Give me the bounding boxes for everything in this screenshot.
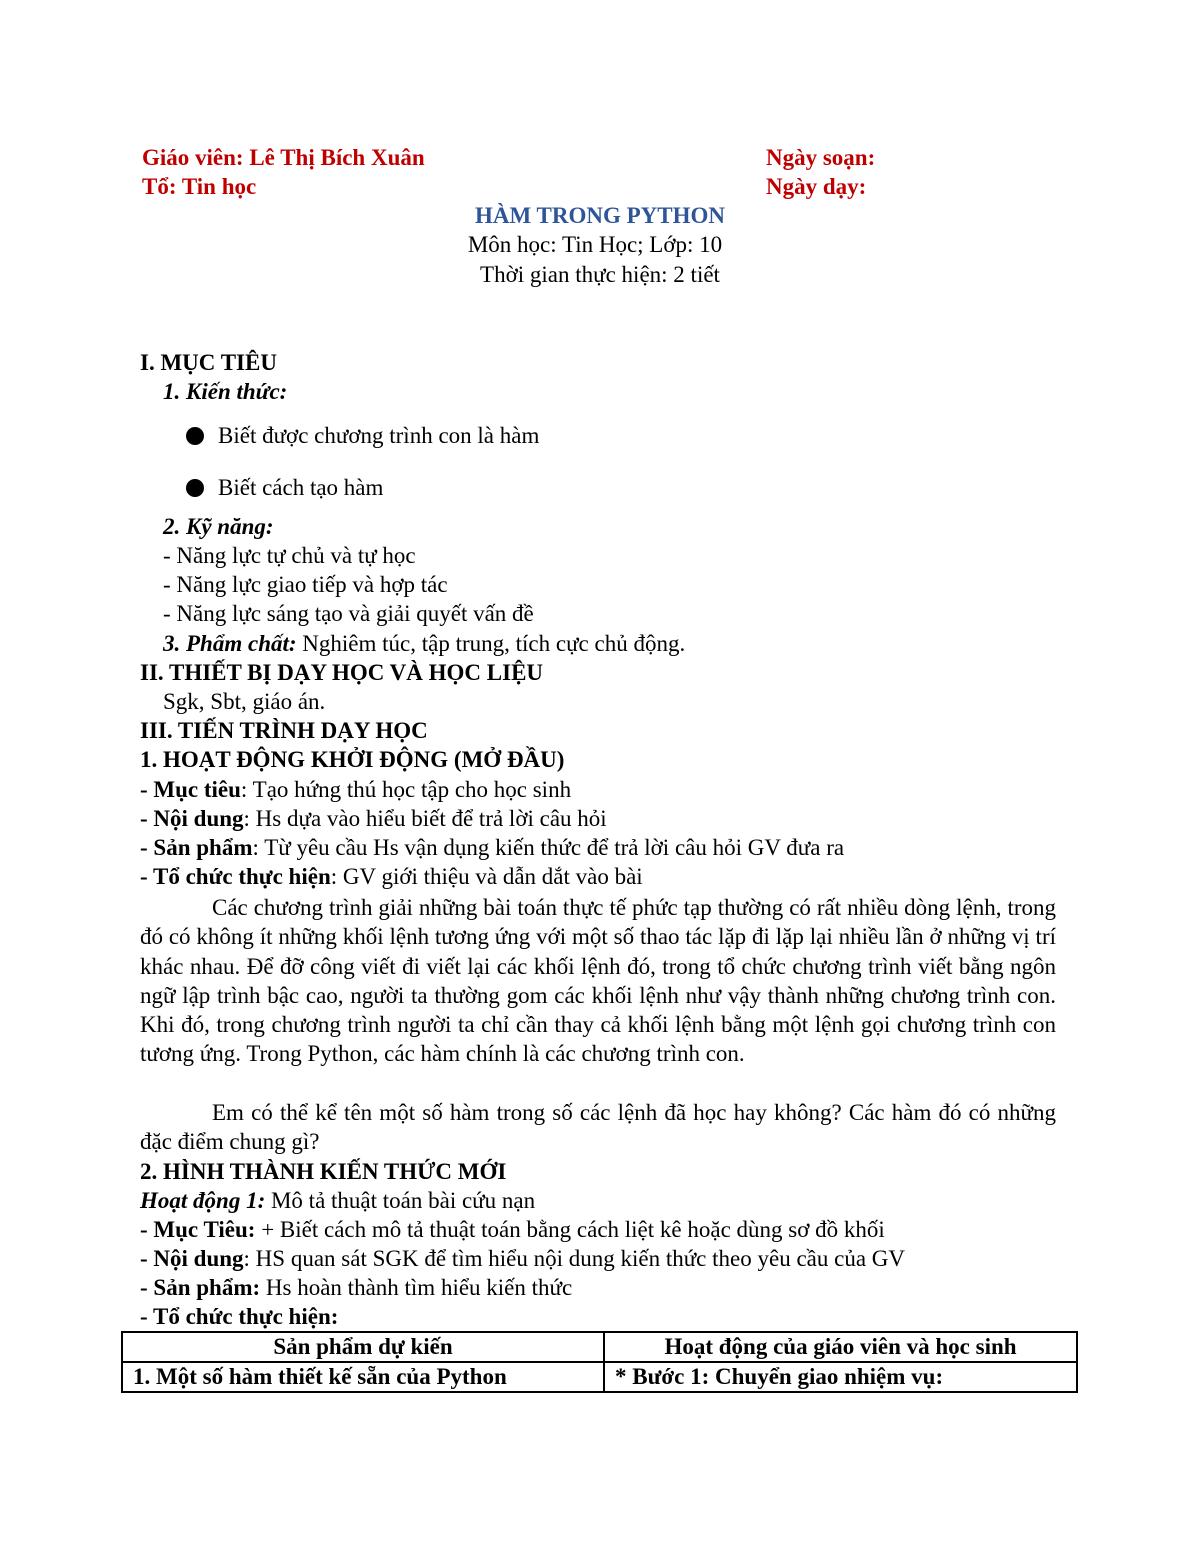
- activity-table: [121, 1331, 1078, 1393]
- table-cell: * Bước 1: Chuyển giao nhiệm vụ:: [604, 1362, 1077, 1392]
- question-paragraph: [140, 1098, 1056, 1157]
- lesson-subject: Môn học: Tin Học; Lớp: 10: [467, 232, 723, 257]
- activity1-content: - Nội dung: Hs dựa vào hiểu biết để trả lời câu hỏi: [140, 806, 607, 831]
- skill-item: - Năng lực tự chủ và tự học: [163, 543, 416, 568]
- skill-item: - Năng lực giao tiếp và hợp tác: [163, 572, 448, 597]
- table-header-cell: Hoạt động của giáo viên và học sinh: [604, 1332, 1077, 1362]
- subject-group: Tổ: Tin học: [142, 174, 257, 199]
- skills-heading: 2. Kỹ năng:: [163, 514, 274, 539]
- table-header-cell: Sản phẩm dự kiến: [122, 1332, 604, 1362]
- section-equipment-heading: II. THIẾT BỊ DẠY HỌC VÀ HỌC LIỆU: [140, 660, 544, 685]
- teacher-name: Giáo viên: Lê Thị Bích Xuân: [142, 145, 425, 170]
- intro-paragraph: [140, 893, 1056, 1069]
- activity2-organize: - Tổ chức thực hiện:: [140, 1304, 339, 1329]
- date-prepared: Ngày soạn:: [766, 145, 876, 170]
- equipment-text: Sgk, Sbt, giáo án.: [163, 689, 326, 714]
- activity1-heading: 1. HOẠT ĐỘNG KHỞI ĐỘNG (MỞ ĐẦU): [140, 747, 565, 772]
- bullet-icon: [186, 427, 204, 445]
- activity2-heading: 2. HÌNH THÀNH KIẾN THỨC MỚI: [140, 1159, 507, 1184]
- activity1-product: - Sản phẩm: Từ yêu cầu Hs vận dụng kiến thức để trả lời câu hỏi GV đưa ra: [140, 835, 845, 860]
- table-header-row: [122, 1332, 1077, 1362]
- question-paragraph-text: Em có thể kể tên một số hàm trong số các lệnh đã học hay không? Các hàm đó có những đặc điểm chung gì?: [140, 1100, 1056, 1155]
- activity2-subheading: Hoạt động 1: Mô tả thuật toán bài cứu nạn: [140, 1188, 536, 1213]
- skill-item: - Năng lực sáng tạo và giải quyết vấn đề: [163, 601, 534, 626]
- date-taught: Ngày dạy:: [766, 174, 867, 199]
- table-cell: 1. Một số hàm thiết kế sẵn của Python: [122, 1362, 604, 1392]
- activity2-content: - Nội dung: HS quan sát SGK để tìm hiểu nội dung kiến thức theo yêu cầu của GV: [140, 1246, 905, 1271]
- qualities-line: [163, 629, 685, 658]
- knowledge-item: Biết cách tạo hàm: [186, 473, 383, 502]
- lesson-title: HÀM TRONG PYTHON: [474, 203, 726, 228]
- table-row: [122, 1362, 1077, 1392]
- section-process-heading: III. TIẾN TRÌNH DẠY HỌC: [140, 718, 428, 743]
- activity1-organize: - Tổ chức thực hiện: GV giới thiệu và dẫn dắt vào bài: [140, 864, 643, 889]
- qualities-label: 3. Phẩm chất:: [163, 631, 297, 656]
- bullet-icon: [186, 479, 204, 497]
- intro-paragraph-text: Các chương trình giải những bài toán thực tế phức tạp thường có rất nhiều dòng lệnh, trong đó có không ít những khối lệnh tương ứng với một số thao tác lặp đi lặp lại nhiều lần ở những vị trí khác nhau. Để đỡ công viết đi viết lại các khối lệnh đó, trong tổ chức chương trình viết bằng ngôn ngữ lập trình bậc cao, người ta thường gom các khối lệnh như vậy thành những chương trình con. Khi đó, trong chương trình người ta chỉ cần thay cả khối lệnh bằng một lệnh gọi chương trình con tương ứng. Trong Python, các hàm chính là các chương trình con.: [140, 895, 1056, 1067]
- section-objectives-heading: I. MỤC TIÊU: [140, 350, 277, 375]
- lesson-duration: Thời gian thực hiện: 2 tiết: [480, 262, 720, 287]
- qualities-text: Nghiêm túc, tập trung, tích cực chủ động.: [296, 631, 686, 656]
- knowledge-item: Biết được chương trình con là hàm: [186, 421, 539, 450]
- knowledge-heading: 1. Kiến thức:: [163, 379, 288, 404]
- activity2-objective: - Mục Tiêu: + Biết cách mô tả thuật toán bằng cách liệt kê hoặc dùng sơ đồ khối: [140, 1217, 885, 1242]
- activity1-objective: - Mục tiêu: Tạo hứng thú học tập cho học sinh: [140, 777, 572, 802]
- activity2-product: - Sản phẩm: Hs hoàn thành tìm hiểu kiến thức: [140, 1275, 573, 1300]
